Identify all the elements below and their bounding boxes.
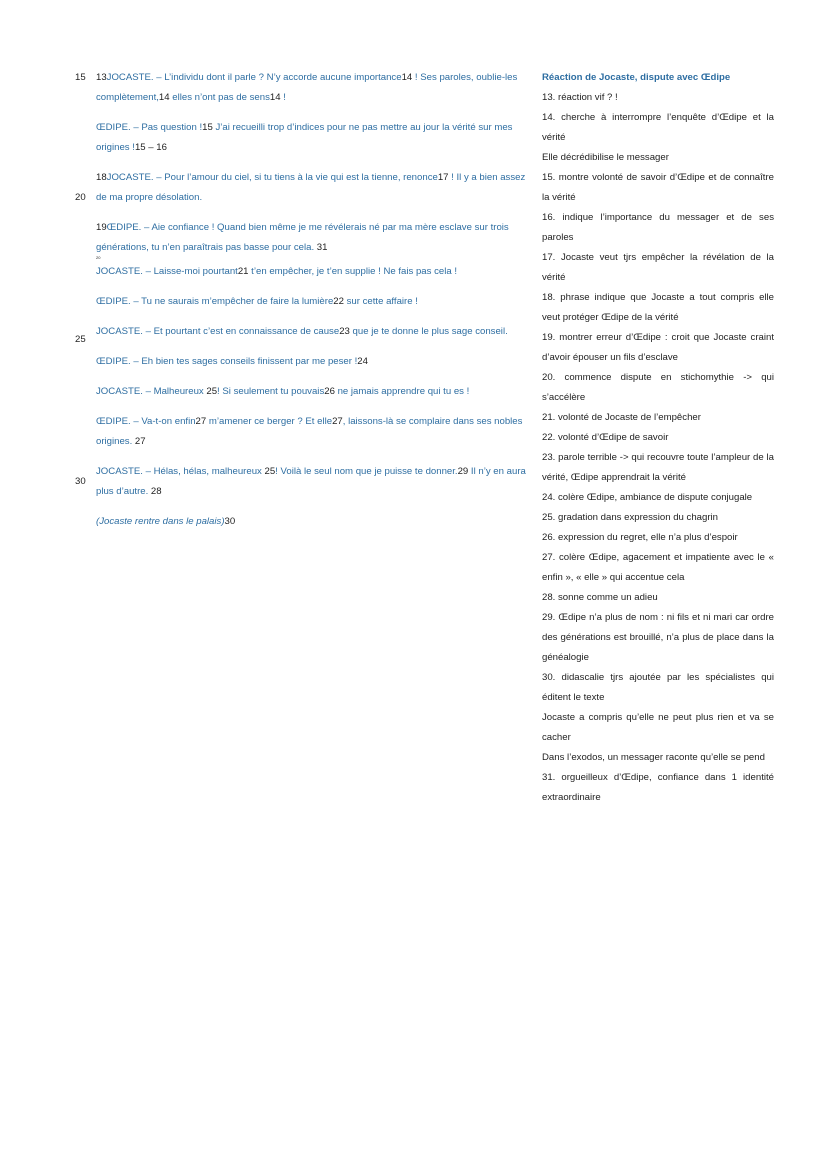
note-item: 30. didascalie tjrs ajoutée par les spécialistes qui éditent le texte <box>542 672 774 703</box>
dialogue-line <box>96 218 532 258</box>
note-ref: 25 <box>264 466 276 477</box>
dialogue-column <box>96 68 532 542</box>
dialogue-text: ŒDIPE. – Pas question ! <box>96 122 203 133</box>
dialogue-text: Il n’y en aura plus d’autre. <box>96 466 526 497</box>
dialogue-text: m’amener ce berger ? Et elle <box>206 416 333 427</box>
dialogue-text: ŒDIPE. – Eh bien tes sages conseils finissent par me peser ! <box>96 356 358 367</box>
dialogue-text: sur cette affaire ! <box>343 296 418 307</box>
note-item: 27. colère Œdipe, agacement et impatiente avec le « enfin », « elle » qui accentue cela <box>542 552 774 583</box>
note-ref: 24 <box>357 356 368 367</box>
note-ref: 30 <box>224 516 236 527</box>
stage-direction <box>96 512 532 532</box>
note-ref: 28 <box>148 486 162 497</box>
dialogue-line <box>96 462 532 502</box>
note-item: 20. commence dispute en stichomythie -> qui s’accélère <box>542 372 774 403</box>
note-ref: 26 <box>324 386 335 397</box>
note-ref: 19 <box>96 222 107 233</box>
dialogue-text: J’ai recueilli trop d’indices pour ne pas mettre au jour la vérité sur mes origines ! <box>96 122 513 153</box>
note-ref: 27 <box>332 416 343 427</box>
dialogue-text: JOCASTE. – Laisse-moi pourtant <box>96 266 238 277</box>
note-ref: 27 <box>195 416 207 427</box>
dialogue-text: ! Voilà le seul nom que je puisse te donner. <box>275 466 458 477</box>
dialogue-text: JOCASTE. – Hélas, hélas, malheureux <box>96 466 265 477</box>
dialogue-text: que je te donne le plus sage conseil. <box>349 326 508 337</box>
dialogue-line <box>96 352 532 372</box>
note-item: 19. montrer erreur d’Œdipe : croit que Jocaste craint d’avoir épouser un fils d’esclave <box>542 332 774 363</box>
note-item: 26. expression du regret, elle n’a plus d’espoir <box>542 532 738 543</box>
note-item: Elle décrédibilise le messager <box>542 152 669 163</box>
dialogue-line <box>96 118 532 158</box>
dialogue-text: JOCASTE. – Pour l’amour du ciel, si tu tiens à la vie qui est la tienne, renonce <box>106 172 438 183</box>
dialogue-line <box>96 68 532 108</box>
note-ref: 27 <box>132 436 146 447</box>
stage-direction-text: (Jocaste rentre dans le palais) <box>96 516 225 527</box>
notes-column <box>542 68 774 808</box>
dialogue-line <box>96 412 532 452</box>
note-item: 14. cherche à interrompre l’enquête d’Œdipe et la vérité <box>542 112 774 143</box>
note-item: 31. orgueilleux d’Œdipe, confiance dans 1 identité extraordinaire <box>542 772 774 803</box>
note-ref: 18 <box>96 172 107 183</box>
note-ref: 21 <box>237 266 249 277</box>
dialogue-text: ! Si seulement tu pouvais <box>217 386 325 397</box>
line-number: 20 <box>75 192 86 203</box>
note-item: Dans l’exodos, un messager raconte qu’elle se pend <box>542 752 765 763</box>
dialogue-line <box>96 382 532 402</box>
note-item: 22. volonté d’Œdipe de savoir <box>542 432 669 443</box>
note-ref: 15 <box>202 122 213 133</box>
note-item: 16. indique l’importance du messager et de ses paroles <box>542 212 774 243</box>
note-item: 24. colère Œdipe, ambiance de dispute conjugale <box>542 492 753 503</box>
line-number: 25 <box>75 334 86 345</box>
dialogue-text: JOCASTE. – Et pourtant c’est en connaissance de cause <box>96 326 340 337</box>
note-ref: 23 <box>339 326 350 337</box>
dialogue-text: t’en empêcher, je t’en supplie ! Ne fais pas cela ! <box>248 266 458 277</box>
note-ref: 13 <box>96 72 107 83</box>
note-ref: 14 <box>401 72 413 83</box>
dialogue-text: ! Ses paroles, oublie-les complètement, <box>96 72 518 103</box>
note-item: 29. Œdipe n’a plus de nom : ni fils et ni mari car ordre des générations est brouillé, n’a plus de place dans la généalogie <box>542 612 774 663</box>
dialogue-text: ŒDIPE. – Tu ne saurais m’empêcher de faire la lumière <box>96 296 334 307</box>
dialogue-text: , laissons-là se complaire dans ses nobles origines. <box>96 416 523 447</box>
line-number: 15 <box>75 72 86 83</box>
note-item: 18. phrase indique que Jocaste a tout compris elle veut protéger Œdipe de la vérité <box>542 292 774 323</box>
dialogue-line <box>96 262 532 282</box>
dialogue-line <box>96 168 532 208</box>
notes-title: Réaction de Jocaste, dispute avec Œdipe <box>542 72 731 83</box>
dialogue-text: ŒDIPE. – Va-t-on enfin <box>96 416 196 427</box>
dialogue-text: ne jamais apprendre qui tu es ! <box>334 386 470 397</box>
note-item: 15. montre volonté de savoir d’Œdipe et de connaître la vérité <box>542 172 774 203</box>
note-ref: 17 <box>437 172 449 183</box>
dialogue-text: ! Il y a bien assez de ma propre désolation. <box>96 172 526 203</box>
note-ref: 31 <box>314 242 328 253</box>
dialogue-text: ! <box>280 92 286 103</box>
dialogue-line <box>96 292 532 312</box>
note-ref-small: 20 <box>96 255 101 260</box>
note-item: 23. parole terrible -> qui recouvre toute l’ampleur de la vérité, Œdipe apprendrait la vérité <box>542 452 774 483</box>
dialogue-text: JOCASTE. – L’individu dont il parle ? N’y accorde aucune importance <box>106 72 402 83</box>
line-number: 30 <box>75 476 86 487</box>
dialogue-text: ŒDIPE. – Aie confiance ! Quand bien même je me révélerais né par ma mère esclave sur trois générations, tu n’en paraîtrais pas basse pour cela. <box>96 222 509 253</box>
note-item: 25. gradation dans expression du chagrin <box>542 512 719 523</box>
note-item: 17. Jocaste veut tjrs empêcher la révélation de la vérité <box>542 252 774 283</box>
dialogue-text: JOCASTE. – Malheureux <box>96 386 207 397</box>
note-item: 13. réaction vif ? ! <box>542 92 618 103</box>
dialogue-line <box>96 322 532 342</box>
note-item: Jocaste a compris qu’elle ne peut plus rien et va se cacher <box>542 712 774 743</box>
note-ref: 29 <box>457 466 469 477</box>
note-ref: 14 <box>269 92 281 103</box>
note-ref: 25 <box>206 386 218 397</box>
note-ref: 14 <box>158 92 170 103</box>
note-item: 21. volonté de Jocaste de l’empêcher <box>542 412 701 423</box>
note-ref: 22 <box>333 296 344 307</box>
note-ref: 15 – 16 <box>134 142 167 153</box>
dialogue-text: elles n’ont pas de sens <box>169 92 270 103</box>
note-item: 28. sonne comme un adieu <box>542 592 658 603</box>
